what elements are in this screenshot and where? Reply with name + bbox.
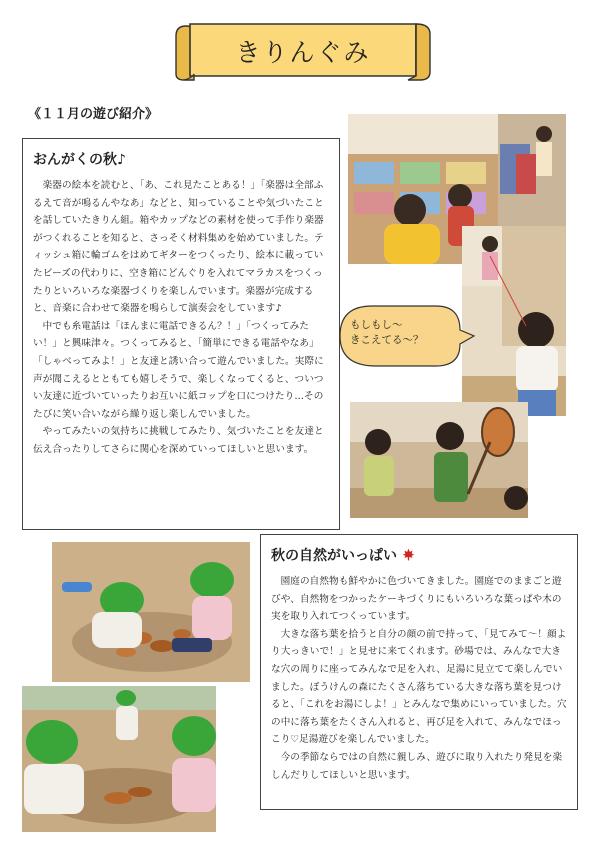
- speech-line-2: きこえてる～？: [350, 334, 424, 346]
- photo-sandbox-leaves: [52, 542, 250, 682]
- music-paragraph-1: 楽器の絵本を読むと、「あ、これ見たことある！」「楽器は全部ふるえて音が鳴るんやなあ」などと、知っていることや気づいたことを話していたきりん組。箱やカップなどの素材を使って手作り楽器がつくれることを知ると、さっそく材料集めを始めていました。ティッシュ箱に輪ゴムをはめてギターをつくったり、絵本に載っていたビーズの代わりに、空き箱にどんぐりを入れてマラカスをつくったりといろいろな楽器づくりを楽しんでいます。楽器が完成すると、音楽に合わせて楽器を鳴らして演奏会をしています♪: [33, 180, 324, 315]
- page-title: きりんぐみ: [235, 38, 371, 67]
- speech-bubble: [336, 300, 476, 372]
- music-paragraph-3: やってみたいの気持ちに挑戦してみたり、気づいたことを友達と伝え合ったりしてさらに関心を深めていってほしいと思います。: [33, 426, 324, 455]
- photo-leaf-footbath: [22, 686, 216, 832]
- title-banner: [172, 18, 434, 84]
- photo-kids-guitar: [350, 402, 528, 518]
- nature-heading-row: [271, 545, 569, 565]
- music-heading: おんがくの秋♪: [33, 152, 126, 168]
- nature-article: [260, 534, 578, 810]
- nature-paragraph-2: 大きな落ち葉を拾うと自分の顔の前で持って、「見てみて～！顔より大っきいで！」と見せに来てくれます。砂場では、みんなで大きな穴の周りに座ってみんなで足を入れ、足湯に見立てて楽しんでいました。ぼうけんの森にたくさん落ちている大きな落ち葉を見つけると、「これをお湯にしよ！」とみんなで集めにいっていました。穴の中に落ち葉をたくさん入れると、再び足を入れて、みんなでほっこり♡足湯遊びを楽しんでいました。: [271, 628, 567, 746]
- music-paragraph-2: 中でも糸電話は「ほんまに電話できるん？！」「つくってみたい！」と興味津々。つくってみると、「簡単にできる電話やなあ」「しゃべってみよ！」と友達と誘い合って遊んでいました。実際に声が聞こえるとともても嬉しそうで、楽しくなってくると、ついつい友達に近づいていったりお互いに紙コップを口につけたり…そのたびに笑い合いながら繰り返し楽しんでいました。: [33, 320, 324, 420]
- nature-paragraph-3: 今の季節ならではの自然に親しみ、遊びに取り入れたり発見を楽しんだりしてほしいと思います。: [271, 751, 563, 781]
- music-article: [22, 138, 340, 530]
- photo-string-telephone: [462, 226, 566, 416]
- nature-heading: 秋の自然がいっぱい: [271, 548, 397, 564]
- maple-leaf-icon: [402, 548, 415, 561]
- section-label: 《１１月の遊び紹介》: [28, 107, 159, 122]
- nature-paragraph-1: 園庭の自然物も鮮やかに色づいてきました。園庭でのままごと遊びや、自然物をつかったケーキづくりにもいろいろな葉っぱや木の実を取り入れてつくっています。: [271, 576, 562, 623]
- speech-line-1: もしもし～: [350, 319, 403, 331]
